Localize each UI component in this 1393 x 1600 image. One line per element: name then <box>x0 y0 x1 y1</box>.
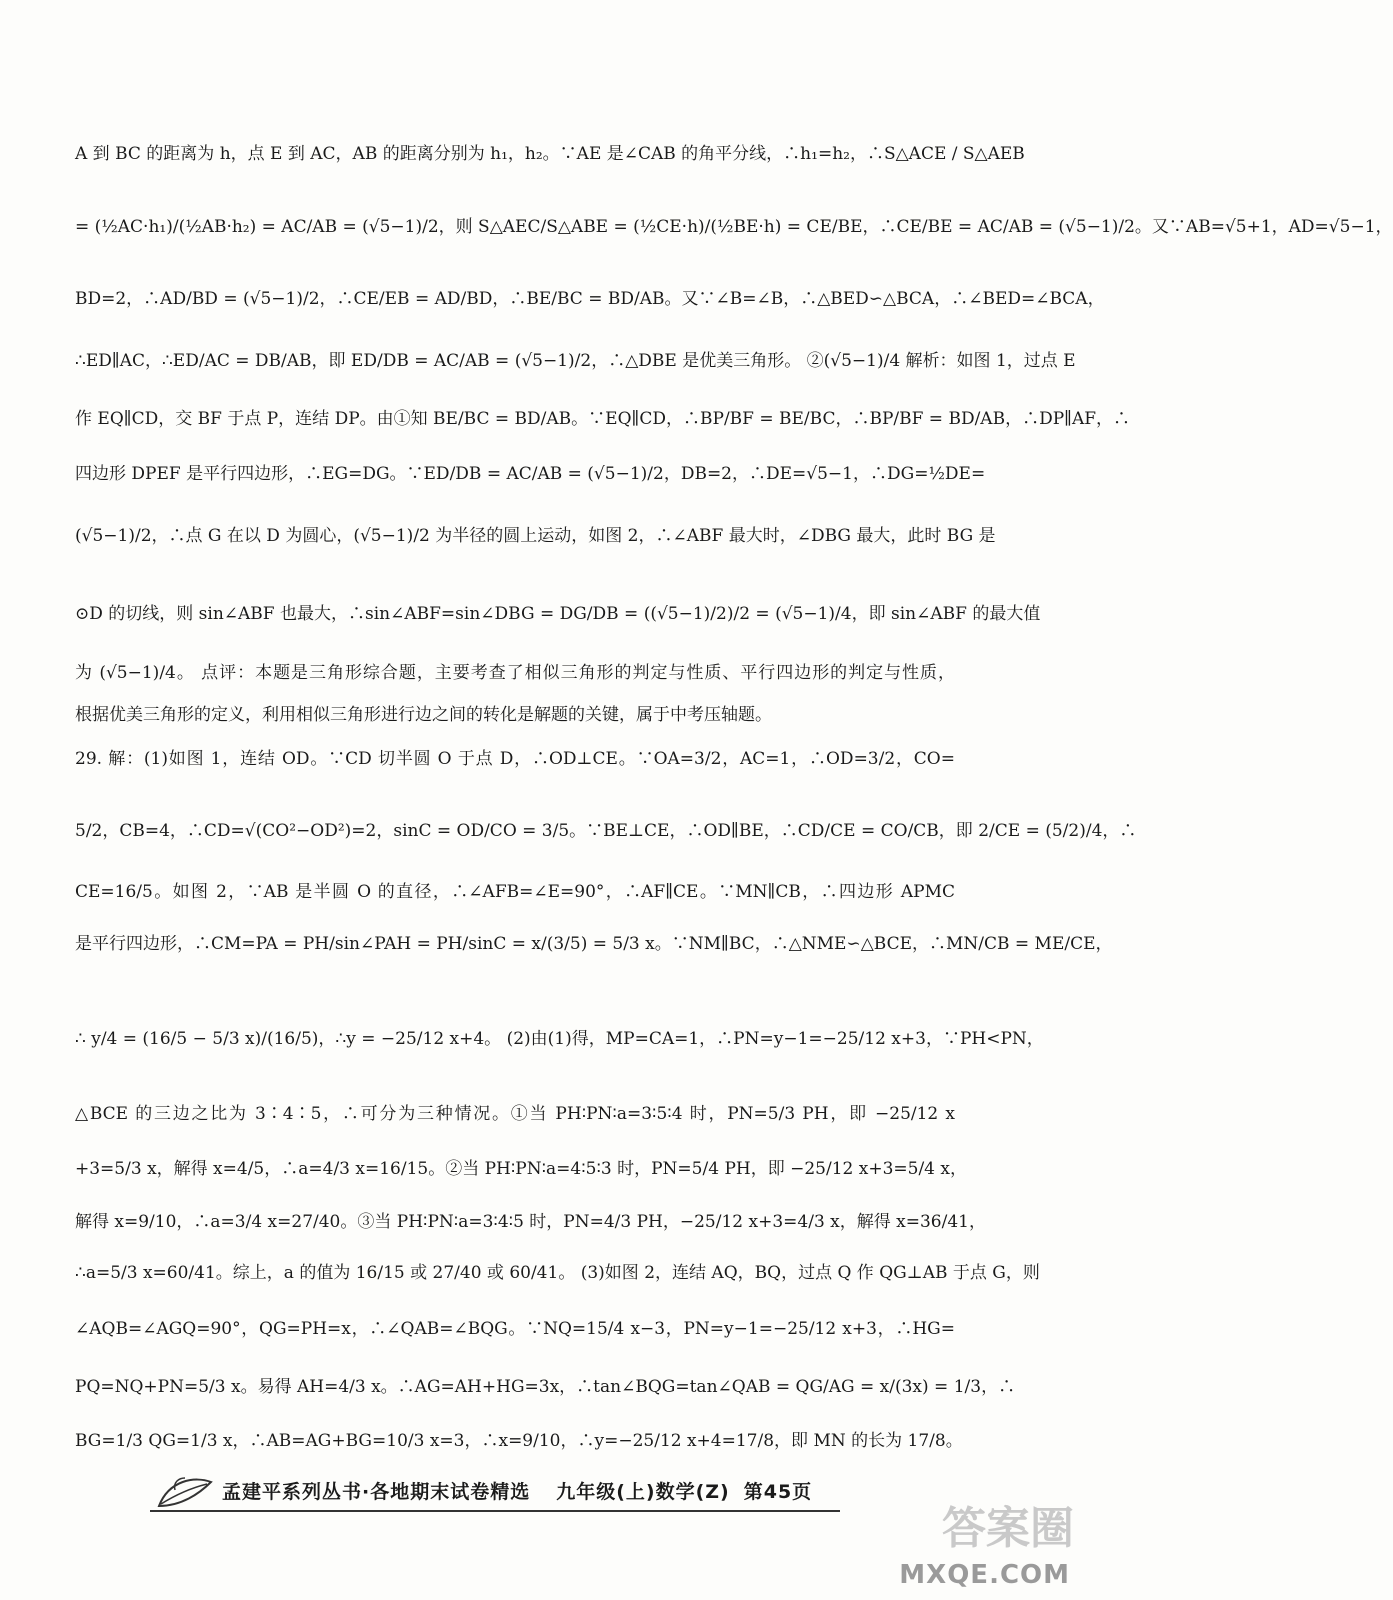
text-line-14: 是平行四边形，∴CM=PA = PH/sin∠PAH = PH/sinC = x/(3/5) = 5/3 x。∵NM∥BC，∴△NME∽△BCE，∴MN/CB = ME/CE， <box>75 934 1113 954</box>
footer-series: 孟建平系列丛书·各地期末试卷精选 <box>222 1480 531 1503</box>
text-line-20: ∠AQB=∠AGQ=90°，QG=PH=x，∴∠QAB=∠BQG。∵NQ=15/4 x−3，PN=y−1=−25/12 x+3，∴HG= <box>75 1319 955 1339</box>
watermark-url: MXQE.COM <box>899 1560 1070 1590</box>
footer-grade: 九年级(上)数学(Z) <box>556 1480 730 1503</box>
text-line-5: 作 EQ∥CD，交 BF 于点 P，连结 DP。由①知 BE/BC = BD/AB。∵EQ∥CD，∴BP/BF = BE/BC，∴BP/BF = BD/AB，∴DP∥AF，∴ <box>75 409 1131 429</box>
text-line-15: ∴ y/4 = (16/5 − 5/3 x)/(16/5)，∴y = −25/12 x+4。 (2)由(1)得，MP=CA=1，∴PN=y−1=−25/12 x+3，∵PH<PN， <box>75 1029 1044 1049</box>
text-line-7: (√5−1)/2，∴点 G 在以 D 为圆心，(√5−1)/2 为半径的圆上运动，如图 2，∴∠ABF 最大时，∠DBG 最大，此时 BG 是 <box>75 526 996 546</box>
text-line-18: 解得 x=9/10，∴a=3/4 x=27/40。③当 PH∶PN∶a=3∶4∶5 时，PN=4/3 PH，−25/12 x+3=4/3 x，解得 x=36/41， <box>75 1212 986 1232</box>
text-line-3: BD=2，∴AD/BD = (√5−1)/2，∴CE/EB = AD/BD，∴BE/BC = BD/AB。又∵∠B=∠B，∴△BED∽△BCA，∴∠BED=∠BCA， <box>75 289 1105 309</box>
text-line-16: △BCE 的三边之比为 3∶4∶5，∴可分为三种情况。①当 PH∶PN∶a=3∶5∶4 时，PN=5/3 PH，即 −25/12 x <box>75 1104 955 1124</box>
page-footer <box>150 1470 850 1510</box>
watermark-logo-text: 答案圈 <box>942 1503 1074 1554</box>
text-line-13: CE=16/5。如图 2，∵AB 是半圆 O 的直径，∴∠AFB=∠E=90°，∴AF∥CE。∵MN∥CB，∴四边形 APMC <box>75 882 955 902</box>
footer-page-number: 第45页 <box>743 1480 813 1503</box>
text-line-4: ∴ED∥AC，∴ED/AC = DB/AB，即 ED/DB = AC/AB = (√5−1)/2，∴△DBE 是优美三角形。 ②(√5−1)/4 解析：如图 1，过点 E <box>75 351 1076 371</box>
text-line-12: 5/2，CB=4，∴CD=√(CO²−OD²)=2，sinC = OD/CO = 3/5。∵BE⊥CE，∴OD∥BE，∴CD/CE = CO/CB，即 2/CE = (5/2)/4，∴ <box>75 821 1137 841</box>
text-line-2: = (½AC·h₁)/(½AB·h₂) = AC/AB = (√5−1)/2，则 S△AEC/S△ABE = (½CE·h)/(½BE·h) = CE/BE，∴CE/BE = AC/AB = (√5−1)/2。又∵AB=√5+1，AD=√5−1， <box>75 217 1393 237</box>
text-line-22: BG=1/3 QG=1/3 x，∴AB=AG+BG=10/3 x=3，∴x=9/10，∴y=−25/12 x+4=17/8，即 MN 的长为 17/8。 <box>75 1431 963 1451</box>
text-line-21: PQ=NQ+PN=5/3 x。易得 AH=4/3 x。∴AG=AH+HG=3x，∴tan∠BQG=tan∠QAB = QG/AG = x/(3x) = 1/3，∴ <box>75 1377 1016 1397</box>
text-line-19: ∴a=5/3 x=60/41。综上，a 的值为 16/15 或 27/40 或 60/41。 (3)如图 2，连结 AQ，BQ，过点 Q 作 QG⊥AB 于点 G，则 <box>75 1263 1040 1283</box>
text-line-1: A 到 BC 的距离为 h，点 E 到 AC，AB 的距离分别为 h₁，h₂。∵AE 是∠CAB 的角平分线，∴h₁=h₂，∴S△ACE / S△AEB <box>75 144 1025 164</box>
footer-rule <box>150 1510 840 1512</box>
text-line-8: ⊙D 的切线，则 sin∠ABF 也最大，∴sin∠ABF=sin∠DBG = DG/DB = ((√5−1)/2)/2 = (√5−1)/4，即 sin∠ABF 的最大值 <box>75 604 1041 624</box>
text-line-17: +3=5/3 x，解得 x=4/5，∴a=4/3 x=16/15。②当 PH∶PN∶a=4∶5∶3 时，PN=5/4 PH，即 −25/12 x+3=5/4 x， <box>75 1159 967 1179</box>
text-line-9: 为 (√5−1)/4。 点评：本题是三角形综合题，主要考查了相似三角形的判定与性质、平行四边形的判定与性质， <box>75 663 955 683</box>
text-line-11: 29. 解：(1)如图 1，连结 OD。∵CD 切半圆 O 于点 D，∴OD⊥CE。∵OA=3/2，AC=1，∴OD=3/2，CO= <box>75 749 955 769</box>
text-line-6: 四边形 DPEF 是平行四边形，∴EG=DG。∵ED/DB = AC/AB = (√5−1)/2，DB=2，∴DE=√5−1，∴DG=½DE= <box>75 464 986 484</box>
text-line-10: 根据优美三角形的定义，利用相似三角形进行边之间的转化是解题的关键，属于中考压轴题。 <box>75 705 772 725</box>
